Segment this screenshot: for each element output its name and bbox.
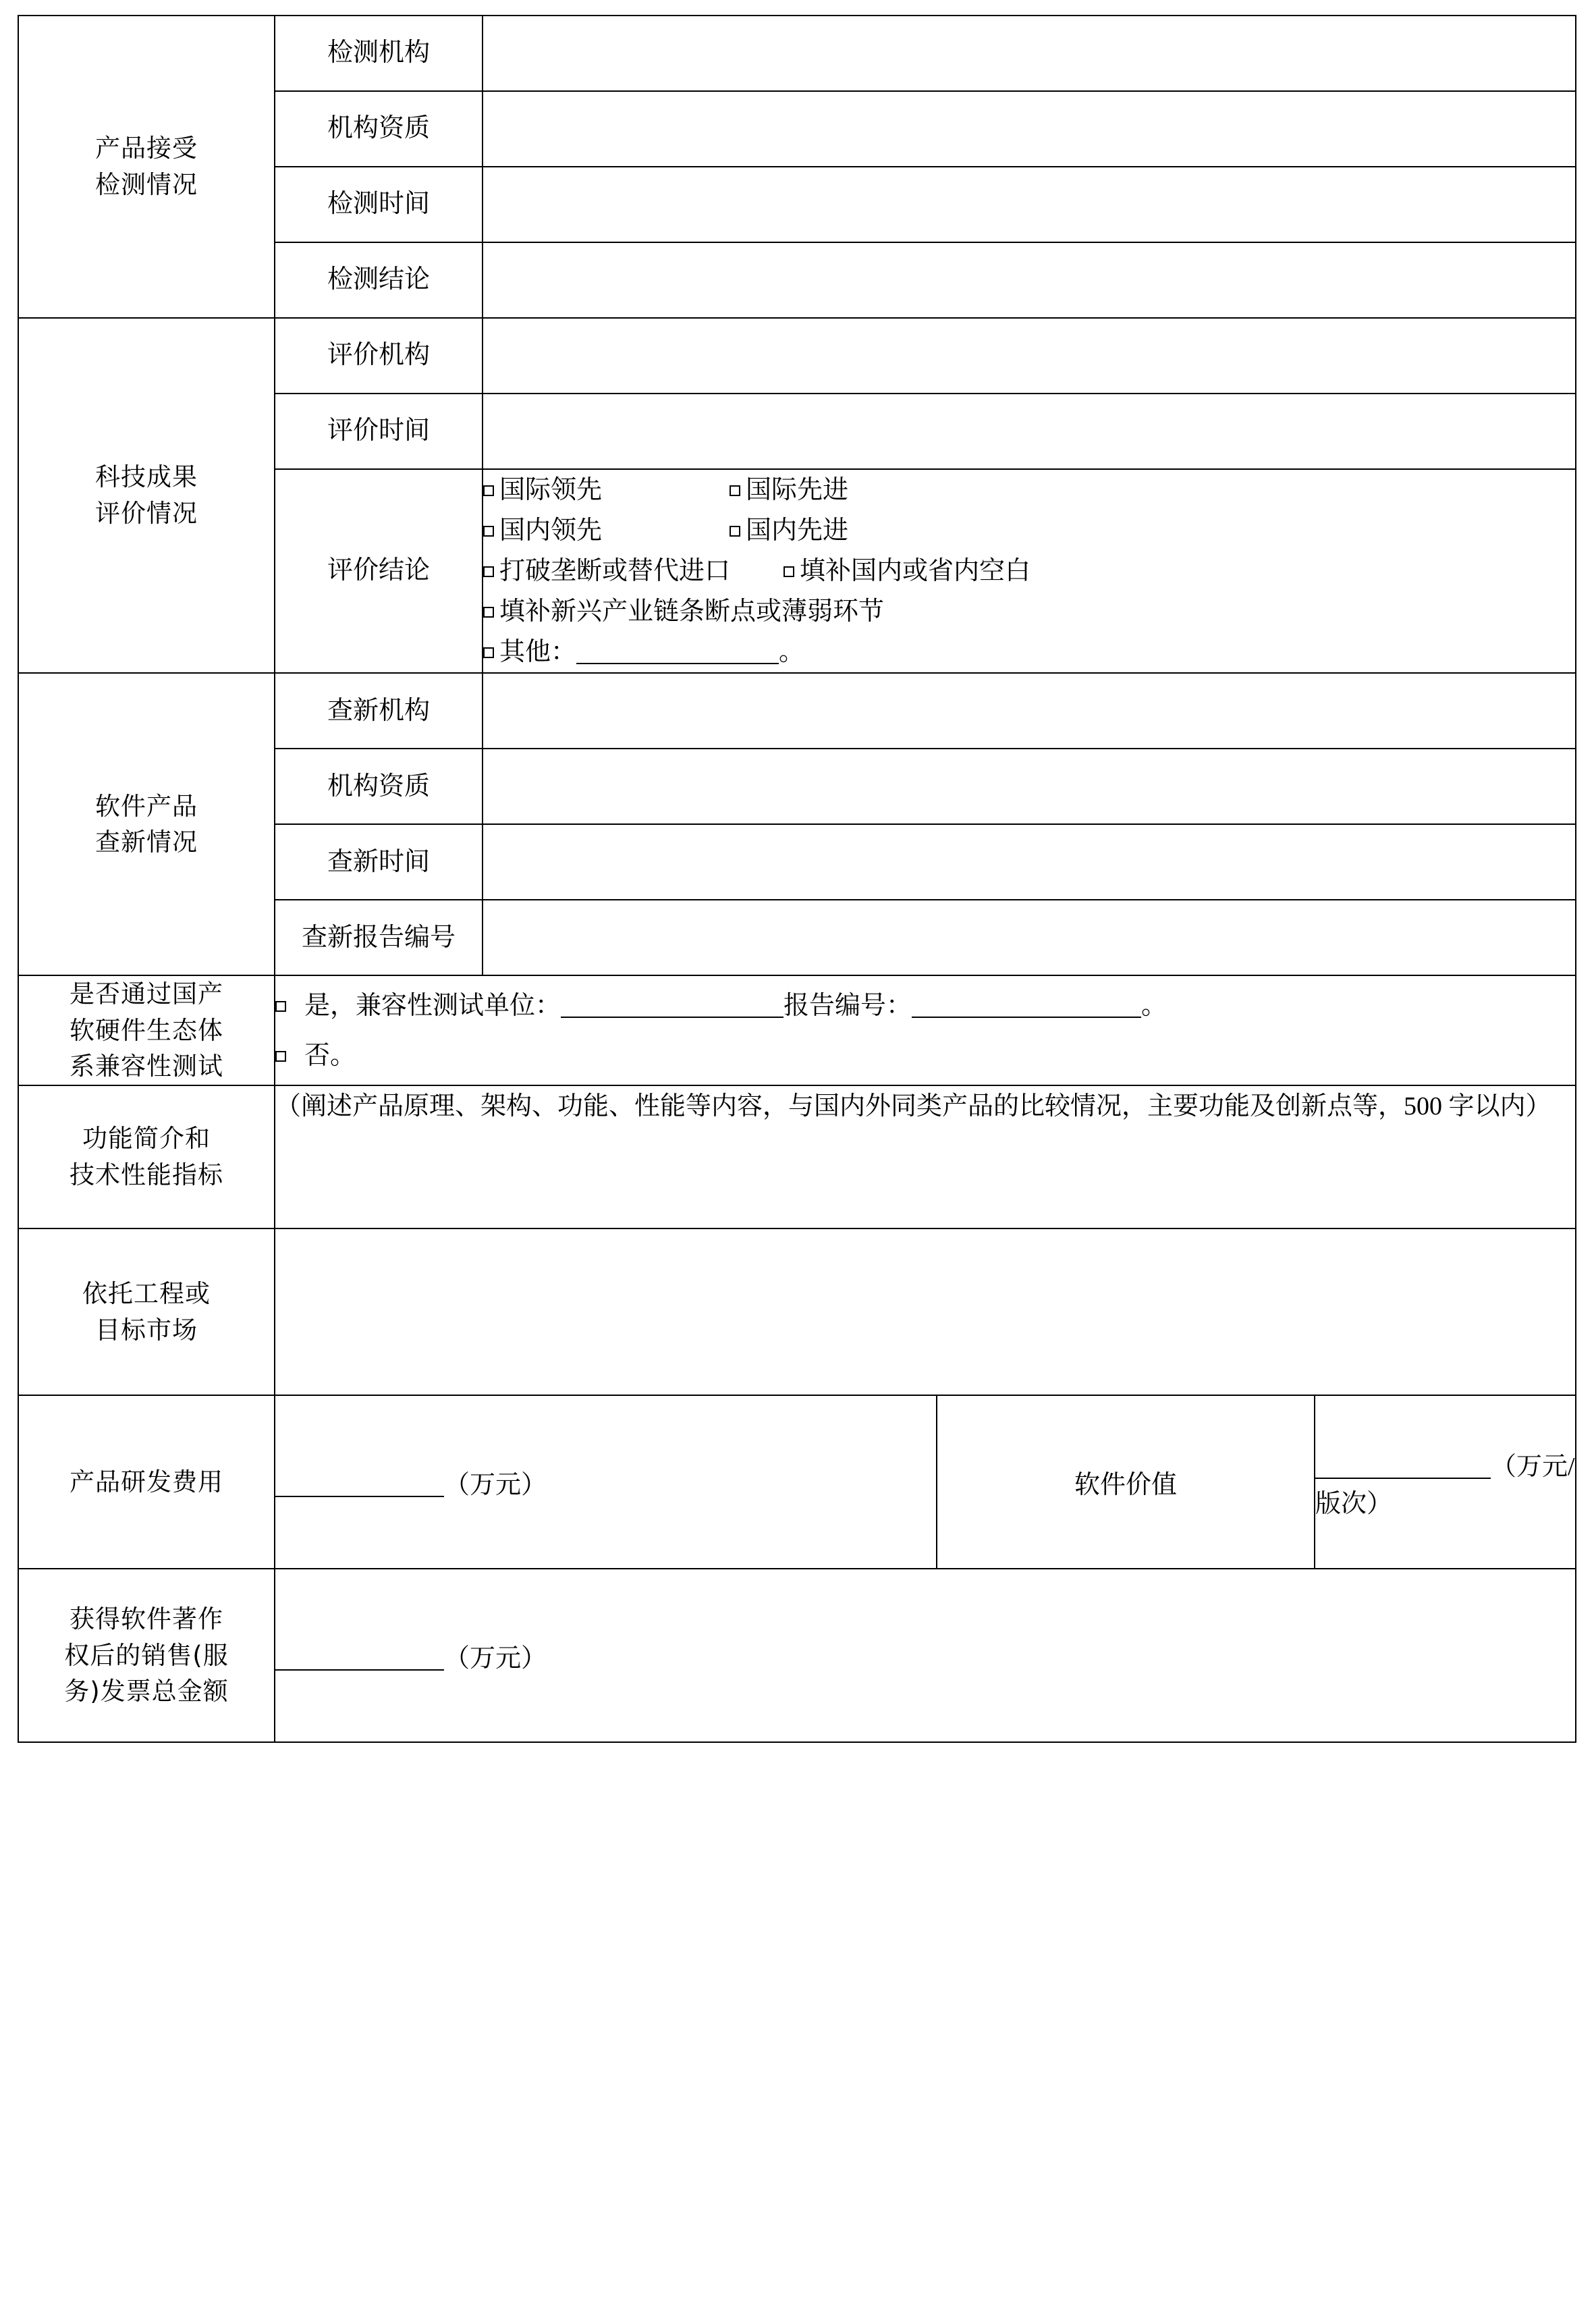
label-line: 技术性能指标 <box>70 1160 223 1190</box>
function-intro-hint: （阐述产品原理、架构、功能、性能等内容，与国内外同类产品的比较情况，主要功能及创新点等，500 字以内） <box>275 1092 1551 1121</box>
label-line: 软件产品 <box>95 791 198 821</box>
invoice-total-unit: （万元） <box>444 1644 547 1673</box>
application-form-table <box>18 15 1576 1743</box>
eval-option-international-leading[interactable] <box>483 470 602 510</box>
eval-option-fill-gap[interactable] <box>784 551 1030 591</box>
field-novelty-org[interactable] <box>483 673 1576 749</box>
table-row <box>18 1569 1576 1742</box>
field-eval-time[interactable] <box>483 394 1576 469</box>
table-row <box>18 16 1576 91</box>
row-label-compat-test <box>18 975 275 1085</box>
option-label: 是，兼容性测试单位： <box>304 991 561 1020</box>
eval-option-row-5 <box>483 632 1575 672</box>
sub-label-eval-org: 评价机构 <box>275 318 483 394</box>
field-rd-cost[interactable] <box>275 1395 937 1569</box>
sub-label-eval-conclusion: 评价结论 <box>275 469 483 673</box>
label-line: 依托工程或 <box>82 1278 211 1308</box>
field-project-market[interactable] <box>275 1228 1576 1395</box>
eval-option-emerging-chain[interactable] <box>483 591 884 632</box>
sub-label-novelty-qualification: 机构资质 <box>275 749 483 824</box>
row-label-project-market <box>18 1228 275 1395</box>
row-label-function-intro <box>18 1085 275 1228</box>
option-label: 填补新兴产业链条断点或薄弱环节 <box>499 597 885 626</box>
compat-option-yes-row <box>275 985 1575 1026</box>
field-novelty-time[interactable] <box>483 824 1576 900</box>
checkbox-icon[interactable] <box>275 1051 286 1062</box>
field-test-org[interactable] <box>483 16 1576 91</box>
row-label-rd-cost: 产品研发费用 <box>18 1395 275 1569</box>
eval-option-row-1 <box>483 470 1575 510</box>
eval-option-break-monopoly[interactable] <box>483 551 730 591</box>
label-line: 获得软件著作 <box>70 1604 223 1634</box>
label-line: 查新情况 <box>95 828 198 857</box>
sub-label-test-time: 检测时间 <box>275 167 483 242</box>
eval-option-domestic-leading[interactable] <box>483 510 602 551</box>
compat-option-no-row <box>275 1035 1575 1076</box>
option-label: 填补国内或省内空白 <box>800 557 1031 586</box>
field-invoice-total[interactable] <box>275 1569 1576 1742</box>
label-line: 权后的销售(服 <box>64 1640 229 1670</box>
label-software-value: 软件价值 <box>937 1395 1315 1569</box>
sub-label-test-org: 检测机构 <box>275 16 483 91</box>
software-value-input[interactable] <box>1315 1455 1491 1479</box>
table-row <box>18 673 1576 749</box>
field-eval-conclusion-options <box>483 469 1576 673</box>
field-test-conclusion[interactable] <box>483 242 1576 318</box>
sub-label-novelty-org: 查新机构 <box>275 673 483 749</box>
table-row <box>18 1228 1576 1395</box>
sub-label-eval-time: 评价时间 <box>275 394 483 469</box>
invoice-total-input[interactable] <box>275 1646 444 1671</box>
field-test-time[interactable] <box>483 167 1576 242</box>
field-novelty-report-no[interactable] <box>483 900 1576 975</box>
eval-option-domestic-advanced[interactable] <box>730 510 848 551</box>
checkbox-icon[interactable] <box>483 566 494 577</box>
row-label-invoice-total <box>18 1569 275 1742</box>
table-row <box>18 975 1576 1085</box>
field-compat-test-options <box>275 975 1576 1085</box>
option-suffix: 。 <box>779 638 805 667</box>
row-label-sci-eval <box>18 318 275 673</box>
label-line: 是否通过国产 <box>70 979 223 1009</box>
rd-cost-input[interactable] <box>275 1473 444 1497</box>
label-line: 检测情况 <box>95 170 198 199</box>
label-line: 务)发票总金额 <box>64 1677 229 1706</box>
label-line: 目标市场 <box>95 1315 198 1345</box>
option-label: 其他： <box>499 638 577 667</box>
compat-unit-input[interactable] <box>561 994 784 1018</box>
option-label: 国际领先 <box>499 476 603 504</box>
checkbox-icon[interactable] <box>483 607 494 618</box>
option-label: 否。 <box>304 1041 356 1070</box>
label-line: 功能简介和 <box>82 1124 211 1154</box>
checkbox-icon[interactable] <box>784 566 794 577</box>
table-row <box>18 1085 1576 1228</box>
eval-option-other[interactable] <box>483 632 576 672</box>
field-software-value[interactable] <box>1315 1395 1576 1569</box>
option-label: 国际先进 <box>746 476 849 504</box>
eval-option-international-advanced[interactable] <box>730 470 848 510</box>
label-line: 产品接受 <box>95 134 198 163</box>
sub-label-novelty-time: 查新时间 <box>275 824 483 900</box>
option-label: 国内先进 <box>746 516 849 545</box>
checkbox-icon[interactable] <box>730 526 740 537</box>
sub-label-test-conclusion: 检测结论 <box>275 242 483 318</box>
checkbox-icon[interactable] <box>483 485 494 496</box>
checkbox-icon[interactable] <box>483 526 494 537</box>
option-label: 报告编号： <box>784 991 912 1020</box>
label-line: 软硬件生态体 <box>70 1015 223 1045</box>
checkbox-icon[interactable] <box>730 485 740 496</box>
table-row <box>18 318 1576 394</box>
option-label: 打破垄断或替代进口 <box>499 557 731 586</box>
sub-label-test-qualification: 机构资质 <box>275 91 483 167</box>
option-label: 国内领先 <box>499 516 603 545</box>
eval-other-input[interactable] <box>576 640 779 664</box>
checkbox-icon[interactable] <box>275 1001 286 1012</box>
label-line: 系兼容性测试 <box>70 1052 223 1081</box>
label-line: 科技成果 <box>95 462 198 492</box>
field-eval-org[interactable] <box>483 318 1576 394</box>
checkbox-icon[interactable] <box>483 647 494 658</box>
field-function-intro[interactable] <box>275 1085 1576 1228</box>
field-test-qualification[interactable] <box>483 91 1576 167</box>
row-label-product-test <box>18 16 275 318</box>
compat-report-no-input[interactable] <box>912 994 1141 1018</box>
software-value-unit: （万元/版次） <box>1315 1452 1575 1518</box>
rd-cost-unit: （万元） <box>444 1471 547 1500</box>
eval-option-row-3 <box>483 551 1575 591</box>
eval-option-row-4 <box>483 591 1575 632</box>
table-row <box>18 1395 1576 1569</box>
option-suffix: 。 <box>1141 991 1167 1020</box>
sub-label-novelty-report-no: 查新报告编号 <box>275 900 483 975</box>
field-novelty-qualification[interactable] <box>483 749 1576 824</box>
eval-option-row-2 <box>483 510 1575 551</box>
row-label-novelty <box>18 673 275 975</box>
label-line: 评价情况 <box>95 499 198 529</box>
